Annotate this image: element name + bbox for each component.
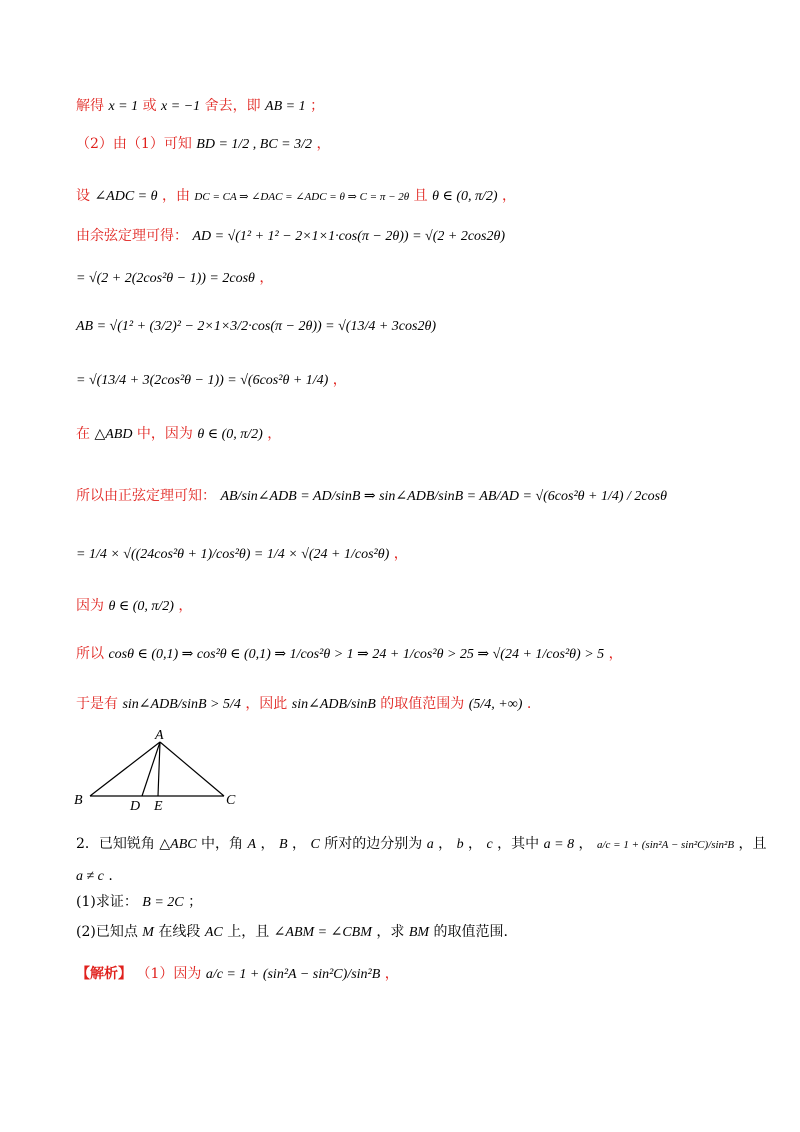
math-triangle-abd: △ABD	[94, 427, 133, 442]
text: ，由	[161, 188, 190, 204]
solution-line-8	[76, 424, 281, 445]
text: ，且	[738, 836, 767, 852]
math-b: B	[278, 837, 288, 852]
text: ，	[384, 966, 399, 982]
problem2-line-2	[76, 866, 113, 887]
solution-line-9	[76, 486, 667, 507]
analysis-tag: 【解析】	[76, 966, 132, 982]
label-d: D	[130, 799, 141, 814]
solution-line-4	[76, 226, 505, 247]
text: ，	[608, 646, 623, 662]
text: ，	[259, 270, 274, 286]
math-c: C	[310, 837, 320, 852]
text: ，	[393, 546, 408, 562]
text: 舍去，即	[204, 98, 261, 114]
text: 且	[413, 188, 428, 204]
text: 中，角	[201, 836, 244, 852]
text: 在线段	[158, 924, 201, 940]
math-range-result: (5/4, +∞)	[468, 697, 523, 712]
solution-line-7	[76, 370, 347, 391]
text: ，	[502, 188, 517, 204]
math-side-b: b	[456, 837, 464, 852]
math-ab-simplified: = √(13/4 + 3(2cos²θ − 1)) = √(6cos²θ + 1/4)	[76, 373, 329, 388]
math-ratio: sin∠ADB/sinB	[291, 697, 376, 712]
math-ratio-simplified: = 1/4 × √((24cos²θ + 1)/cos²θ) = 1/4 × √(24 + 1/cos²θ)	[76, 547, 390, 562]
solution-line-3	[76, 186, 516, 207]
solution-line-5	[76, 268, 273, 289]
label-e: E	[154, 799, 163, 814]
text: (2)已知点	[76, 924, 138, 940]
math-x-eq-1: x = 1	[108, 99, 139, 114]
math-m: M	[142, 925, 154, 940]
text: 2．已知锐角	[76, 836, 155, 852]
math-side-a: a	[426, 837, 434, 852]
text: 上，且	[227, 924, 270, 940]
text: 中，因为	[136, 426, 193, 442]
label-a: A	[155, 728, 164, 743]
math-bound-chain: cosθ ∈ (0,1) ⇒ cos²θ ∈ (0,1) ⇒ 1/cos²θ > 1 ⇒ 24 + 1/cos²θ > 25 ⇒ √(24 + 1/cos²θ) > 5	[108, 647, 605, 662]
text: （1）因为	[136, 966, 202, 982]
math-given-ratio: a/c = 1 + (sin²A − sin²C)/sin²B	[596, 839, 735, 851]
math-a-eq-8: a = 8	[543, 837, 575, 852]
math-bm: BM	[408, 925, 430, 940]
text: ，其中	[497, 836, 540, 852]
text: (1)求证：	[76, 894, 138, 910]
math-triangle-abc: △ABC	[159, 837, 197, 852]
problem2-line-3	[76, 892, 202, 913]
solution-line-6	[76, 316, 436, 337]
solution-line-10	[76, 544, 408, 565]
text: 所以	[76, 646, 104, 662]
text: ，	[438, 836, 453, 852]
text: ，	[578, 836, 593, 852]
math-theta-range: θ ∈ (0, π/2)	[432, 189, 498, 204]
problem2-line-4	[76, 922, 508, 943]
math-a: A	[247, 837, 257, 852]
text: ，	[332, 372, 347, 388]
text: ；	[188, 894, 203, 910]
math-side-c: c	[486, 837, 493, 852]
math-angle-adc: ∠ADC = θ	[94, 189, 158, 204]
solution-line-2	[76, 134, 330, 155]
segment-ac	[160, 742, 224, 796]
math-ad-simplified: = √(2 + 2(2cos²θ − 1)) = 2cosθ	[76, 271, 255, 286]
triangle-figure	[60, 726, 260, 816]
label-b: B	[74, 793, 83, 808]
text: 或	[142, 98, 157, 114]
label-c: C	[226, 793, 236, 808]
math-given-ratio: a/c = 1 + (sin²A − sin²C)/sin²B	[205, 967, 381, 982]
text: .	[526, 696, 532, 712]
math-ratio-gt: sin∠ADB/sinB > 5/4	[122, 697, 241, 712]
solution-line-13	[76, 694, 531, 715]
text: 所对的边分别为	[324, 836, 423, 852]
text: （2）由（1）可知	[76, 136, 192, 152]
math-ab-eq-1: AB = 1	[265, 99, 306, 114]
problem2-line-5	[76, 964, 399, 985]
text: 解得	[76, 98, 104, 114]
segment-ab	[90, 742, 160, 796]
math-bd-bc: BD = 1/2 , BC = 3/2	[196, 137, 313, 152]
math-ad-cosine-law: AD = √(1² + 1² − 2×1×1·cos(π − 2θ)) = √(2 + 2cos2θ)	[192, 229, 506, 244]
solution-line-11	[76, 596, 192, 617]
text: ，	[291, 836, 306, 852]
math-b-eq-2c: B = 2C	[142, 895, 184, 910]
math-sine-law: AB/sin∠ADB = AD/sinB ⇒ sin∠ADB/sinB = AB/AD = √(6cos²θ + 1/4) / 2cosθ	[220, 489, 667, 504]
text: ；	[310, 98, 325, 114]
text: 在	[76, 426, 90, 442]
math-angle-chain: DC = CA ⇒ ∠DAC = ∠ADC = θ ⇒ C = π − 2θ	[194, 191, 410, 203]
text: 由余弦定理可得：	[76, 228, 188, 244]
text: ，求	[376, 924, 405, 940]
text: 的取值范围.	[433, 924, 508, 940]
problem2-line-1	[76, 834, 767, 855]
text: 因为	[76, 598, 104, 614]
segment-ae	[158, 742, 160, 796]
text: .	[108, 868, 113, 884]
text: ，	[468, 836, 483, 852]
math-x-eq-neg1: x = −1	[161, 99, 201, 114]
text: ，	[178, 598, 193, 614]
solution-line-1	[76, 96, 324, 117]
math-ac: AC	[204, 925, 223, 940]
math-a-neq-c: a ≠ c	[76, 869, 104, 884]
text: ，	[316, 136, 331, 152]
text: 的取值范围为	[380, 696, 465, 712]
math-ab-cosine-law: AB = √(1² + (3/2)² − 2×1×3/2·cos(π − 2θ)) = √(13/4 + 3cos2θ)	[76, 319, 437, 334]
text: ，	[267, 426, 282, 442]
text: 于是有	[76, 696, 118, 712]
text: 设	[76, 188, 90, 204]
math-theta-range: θ ∈ (0, π/2)	[197, 427, 263, 442]
text: ，因此	[245, 696, 288, 712]
math-theta-range: θ ∈ (0, π/2)	[108, 599, 174, 614]
text: 所以由正弦定理可知：	[76, 488, 216, 504]
segment-ad	[142, 742, 160, 796]
math-angle-equality: ∠ABM = ∠CBM	[273, 925, 372, 940]
text: ，	[260, 836, 275, 852]
solution-line-12	[76, 644, 623, 665]
